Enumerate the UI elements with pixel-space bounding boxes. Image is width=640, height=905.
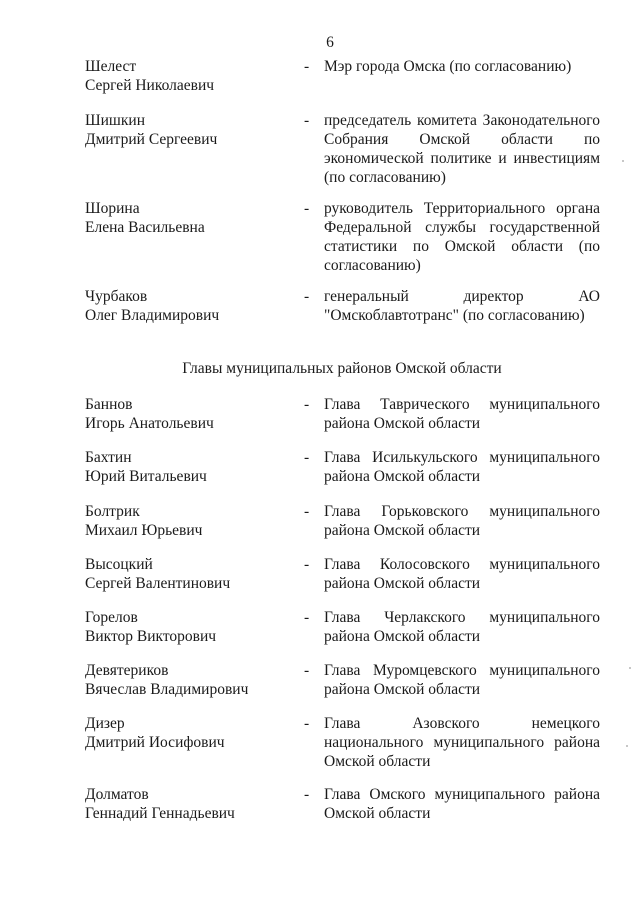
surname: Баннов — [85, 396, 133, 413]
dash-separator: - — [304, 200, 310, 217]
position-description: Глава Таврического муниципального района Омской области — [324, 396, 600, 432]
person-name — [85, 448, 285, 486]
person-name — [85, 57, 285, 95]
surname: Шелест — [85, 58, 137, 75]
person-name — [85, 199, 285, 237]
surname: Девятериков — [85, 662, 169, 679]
dash-separator: - — [304, 449, 310, 466]
position-description: Мэр города Омска (по согласованию) — [324, 58, 572, 75]
position-description: генеральный директор АО "Омскоблавтотранс" (по согласованию) — [324, 288, 600, 324]
person-name — [85, 785, 285, 823]
given-names: Дмитрий Иосифович — [85, 734, 225, 751]
given-names: Юрий Витальевич — [85, 468, 207, 485]
page-number: 6 — [326, 34, 334, 51]
given-names: Сергей Николаевич — [85, 77, 215, 94]
surname: Высоцкий — [85, 556, 153, 573]
dash-separator: - — [304, 503, 310, 520]
position-description: Глава Муромцевского муниципального района Омской области — [324, 662, 600, 698]
dash-separator: - — [304, 396, 310, 413]
dash-separator: - — [304, 112, 310, 129]
dash-separator: - — [304, 58, 310, 75]
dash-separator: - — [304, 609, 310, 626]
person-name — [85, 714, 285, 752]
given-names: Дмитрий Сергеевич — [85, 131, 218, 148]
position-description: руководитель Территориального органа Федеральной службы государственной статистики по Омской области (по согласованию) — [324, 200, 600, 274]
position-description: Глава Азовского немецкого национального муниципального района Омской области — [324, 715, 600, 770]
section-heading: Главы муниципальных районов Омской области — [182, 360, 502, 377]
dash-separator: - — [304, 556, 310, 573]
surname: Болтрик — [85, 503, 140, 520]
person-name — [85, 555, 285, 593]
person-name — [85, 661, 285, 699]
person-name — [85, 502, 285, 540]
surname: Горелов — [85, 609, 138, 626]
given-names: Игорь Анатольевич — [85, 415, 214, 432]
given-names: Михаил Юрьевич — [85, 522, 203, 539]
surname: Долматов — [85, 786, 149, 803]
given-names: Геннадий Геннадьевич — [85, 805, 235, 822]
given-names: Олег Владимирович — [85, 307, 220, 324]
surname: Чурбаков — [85, 288, 148, 305]
position-description: Глава Черлакского муниципального района Омской области — [324, 609, 600, 645]
dash-separator: - — [304, 715, 310, 732]
scan-speck — [626, 745, 628, 747]
surname: Дизер — [85, 715, 125, 732]
surname: Бахтин — [85, 449, 132, 466]
position-description: Глава Исилькульского муниципального района Омской области — [324, 449, 600, 485]
person-name — [85, 111, 285, 149]
position-description: Глава Омского муниципального района Омской области — [324, 786, 600, 822]
dash-separator: - — [304, 786, 310, 803]
dash-separator: - — [304, 288, 310, 305]
given-names: Вячеслав Владимирович — [85, 681, 249, 698]
dash-separator: - — [304, 662, 310, 679]
position-description: председатель комитета Законодательного Собрания Омской области по экономической политике и инвестициям (по согласованию) — [324, 112, 600, 186]
surname: Шишкин — [85, 112, 145, 129]
position-description: Глава Горьковского муниципального района Омской области — [324, 503, 600, 539]
person-name — [85, 287, 285, 325]
person-name — [85, 608, 285, 646]
person-name — [85, 395, 285, 433]
position-description: Глава Колосовского муниципального района Омской области — [324, 556, 600, 592]
surname: Шорина — [85, 200, 140, 217]
given-names: Сергей Валентинович — [85, 575, 231, 592]
given-names: Елена Васильевна — [85, 219, 205, 236]
scan-speck — [622, 160, 624, 162]
given-names: Виктор Викторович — [85, 628, 217, 645]
scan-speck — [629, 667, 631, 669]
